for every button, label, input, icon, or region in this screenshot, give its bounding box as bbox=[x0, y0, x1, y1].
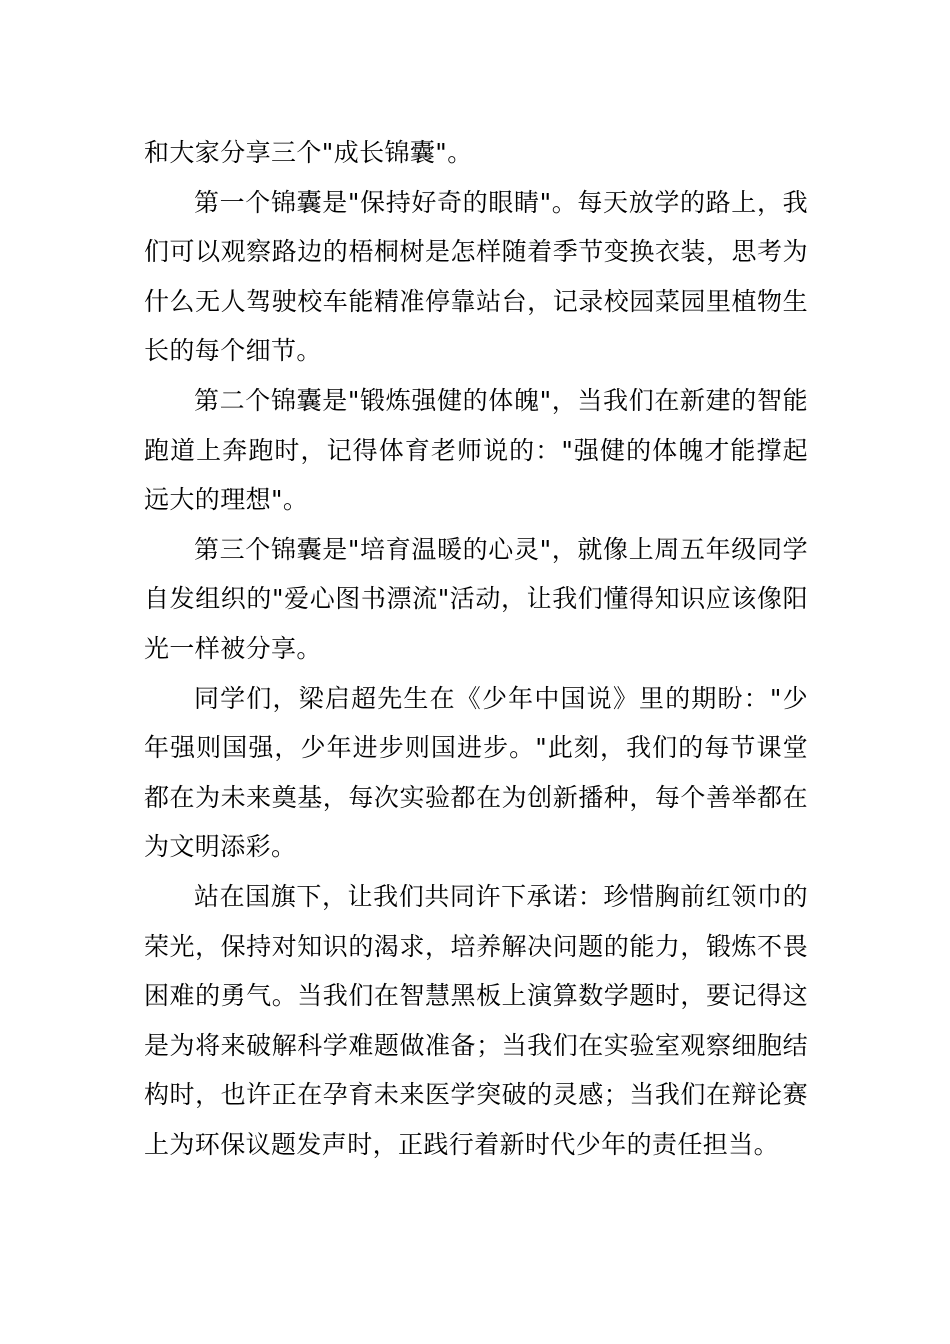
document-body bbox=[144, 128, 808, 1169]
paragraph-2: 第一个锦囊是"保持好奇的眼睛"。每天放学的路上，我们可以观察路边的梧桐树是怎样随着季节变换衣装，思考为什么无人驾驶校车能精准停靠站台，记录校园菜园里植物生长的每个细节。 bbox=[144, 187, 808, 366]
paragraph-3: 第二个锦囊是"锻炼强健的体魄"，当我们在新建的智能跑道上奔跑时，记得体育老师说的："强健的体魄才能撑起远大的理想"。 bbox=[144, 385, 808, 515]
paragraph-1: 和大家分享三个"成长锦囊"。 bbox=[144, 138, 473, 167]
paragraph-4: 第三个锦囊是"培育温暖的心灵"，就像上周五年级同学自发组织的"爱心图书漂流"活动，让我们懂得知识应该像阳光一样被分享。 bbox=[144, 534, 808, 663]
paragraph-6: 站在国旗下，让我们共同许下承诺：珍惜胸前红领巾的荣光，保持对知识的渴求，培养解决问题的能力，锻炼不畏困难的勇气。当我们在智慧黑板上演算数学题时，要记得这是为将来破解科学难题做准备；当我们在实验室观察细胞结构时，也许正在孕育未来医学突破的灵感；当我们在辩论赛上为环保议题发声时，正践行着新时代少年的责任担当。 bbox=[144, 881, 808, 1159]
paragraph-5: 同学们，梁启超先生在《少年中国说》里的期盼："少年强则国强，少年进步则国进步。"此刻，我们的每节课堂都在为未来奠基，每次实验都在为创新播种，每个善举都在为文明添彩。 bbox=[144, 683, 808, 862]
